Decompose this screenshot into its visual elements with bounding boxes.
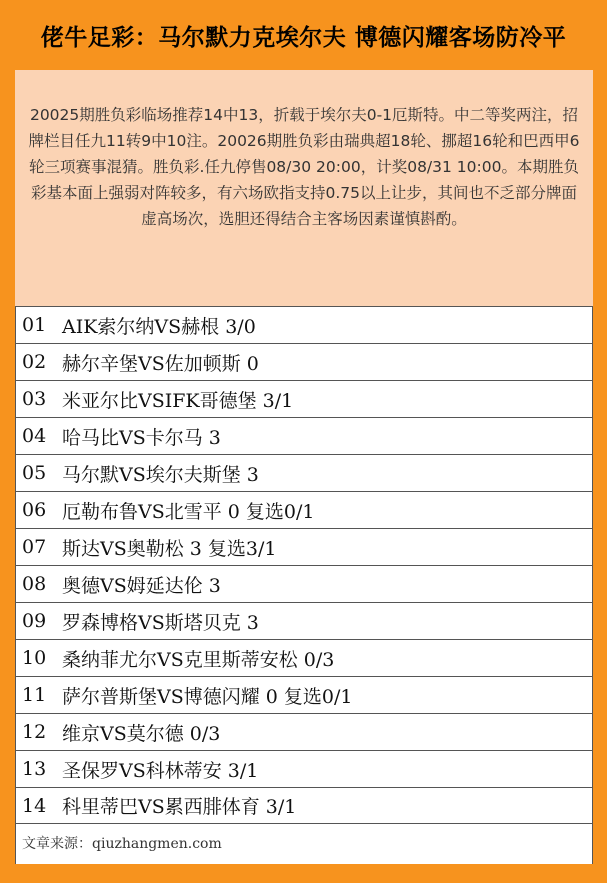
match-text: 马尔默VS埃尔夫斯堡 3: [62, 463, 259, 486]
match-number: 14: [22, 794, 47, 817]
match-text: 圣保罗VS科林蒂安 3/1: [62, 759, 259, 782]
match-text: 米亚尔比VSIFK哥德堡 3/1: [62, 389, 294, 412]
source-line: [16, 824, 592, 862]
page-title: 佬牛足彩：马尔默力克埃尔夫 博德闪耀客场防冷平: [40, 24, 567, 51]
match-number: 06: [22, 499, 47, 521]
match-text: 斯达VS奥勒松 3 复选3/1: [62, 537, 277, 560]
match-row: [16, 787, 592, 824]
match-row: [16, 380, 592, 417]
match-number: 05: [22, 462, 47, 484]
match-number: 10: [22, 647, 47, 669]
match-text: 奥德VS姆延达伦 3: [62, 574, 221, 597]
match-text: 哈马比VS卡尔马 3: [62, 426, 221, 449]
intro-panel: [15, 70, 593, 306]
match-text: 赫尔辛堡VS佐加顿斯 0: [62, 352, 259, 375]
match-row: [16, 343, 592, 380]
match-text: 科里蒂巴VS累西腓体育 3/1: [62, 796, 297, 818]
match-number: 12: [22, 721, 47, 743]
match-text: 罗森博格VS斯塔贝克 3: [62, 611, 259, 634]
match-text: 厄勒布鲁VS北雪平 0 复选0/1: [62, 500, 315, 523]
match-number: 02: [22, 351, 47, 373]
match-row: [16, 602, 592, 639]
match-row: [16, 454, 592, 491]
match-number: 01: [22, 314, 47, 336]
match-text: 萨尔普斯堡VS博德闪耀 0 复选0/1: [62, 685, 353, 708]
match-number: 09: [22, 610, 47, 632]
intro-text: 20025期胜负彩临场推荐14中13，折载于埃尔夫0-1厄斯特。中二等奖两注，招牌栏目任九11转9中10注。20026期胜负彩由瑞典超18轮、挪超16轮和巴西甲6轮三项赛事混猜。胜负彩.任九停售08/30 20:00，计奖08/31 10:00。本期胜负彩基本面上强弱对阵较多，有六场欧指支持0.75以上让步，其间也不乏部分牌面虚高场次，选胆还得结合主客场因素谨慎斟酌。: [28, 106, 580, 228]
match-number: 13: [22, 758, 47, 780]
match-row: [16, 713, 592, 750]
match-list: [15, 306, 593, 864]
match-row: [16, 528, 592, 565]
match-text: AIK索尔纳VS赫根 3/0: [62, 315, 256, 338]
match-row: [16, 417, 592, 454]
match-row: [16, 491, 592, 528]
match-row: [16, 565, 592, 602]
match-number: 08: [22, 573, 47, 595]
header: [0, 0, 607, 70]
match-row: [16, 306, 592, 343]
source-text: 文章来源：qiuzhangmen.com: [22, 836, 222, 852]
match-row: [16, 750, 592, 787]
match-row: [16, 676, 592, 713]
match-number: 03: [22, 388, 47, 410]
match-text: 维京VS莫尔德 0/3: [62, 722, 221, 745]
match-number: 07: [22, 536, 47, 558]
match-text: 桑纳菲尤尔VS克里斯蒂安松 0/3: [62, 648, 335, 671]
match-number: 04: [22, 425, 47, 447]
match-row: [16, 639, 592, 676]
match-number: 11: [22, 684, 47, 706]
